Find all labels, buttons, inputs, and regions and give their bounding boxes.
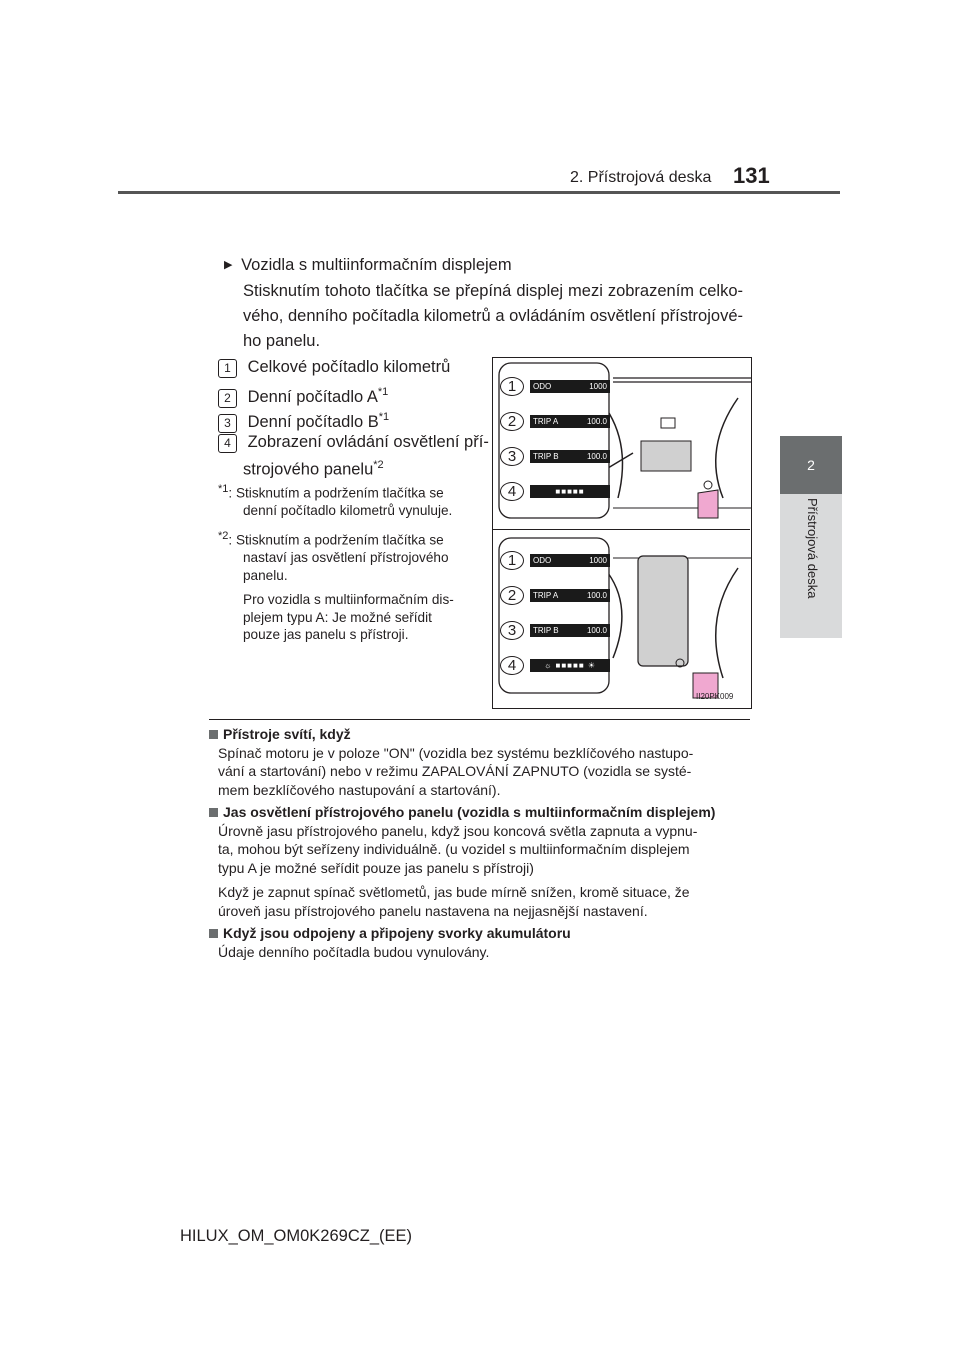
display-value: 1000 bbox=[589, 382, 607, 391]
item-number: 4 bbox=[218, 434, 237, 453]
square-bullet-icon bbox=[209, 808, 218, 817]
figure-divider bbox=[492, 529, 750, 530]
figure-row bbox=[500, 474, 610, 509]
document-footer: HILUX_OM_OM0K269CZ_(EE) bbox=[180, 1227, 412, 1245]
figure-row bbox=[500, 543, 610, 578]
footnote-1: $^{*1}$: Stisknutím a podržením tlačítka se denní počítadlo kilometrů vynuluje. bbox=[218, 481, 480, 520]
item-1 bbox=[218, 355, 450, 380]
figure-row bbox=[500, 613, 610, 648]
note-heading-text: Jas osvětlení přístrojového panelu (vozidla s multiinformačním displejem) bbox=[223, 804, 716, 820]
row-number: 2 bbox=[500, 412, 524, 431]
note-paragraph bbox=[209, 822, 754, 878]
brightness-bar: ■■■■■ bbox=[530, 485, 610, 498]
footnote-mark: *2 bbox=[218, 530, 229, 542]
header-rule bbox=[118, 191, 840, 194]
figure-code: II20PK009 bbox=[696, 692, 734, 701]
figure-row bbox=[500, 369, 610, 404]
item-text: Denní počítadlo B bbox=[247, 412, 379, 431]
note-heading bbox=[209, 924, 754, 943]
note-heading bbox=[209, 803, 754, 822]
display-label: ODO bbox=[533, 556, 552, 565]
figure-row bbox=[500, 578, 610, 613]
item-4-continued bbox=[243, 453, 384, 483]
footnote-line: pouze jas panelu s přístroji. bbox=[243, 627, 409, 643]
display-label: TRIP B bbox=[533, 626, 559, 635]
item-number: 1 bbox=[218, 359, 237, 378]
figure-row bbox=[500, 404, 610, 439]
row-number: 1 bbox=[500, 551, 524, 570]
note-line: vání a startování) nebo v režimu ZAPALOVÁNÍ ZAPNUTO (vozidla se systé- bbox=[218, 763, 692, 779]
intro-paragraph bbox=[243, 279, 743, 354]
page-number: 131 bbox=[733, 163, 770, 188]
square-bullet-icon bbox=[209, 929, 218, 938]
brightness-bar: ☼ ■■■■■ ☀ bbox=[530, 659, 610, 672]
intro-line: vého, denního počítadla kilometrů a ovládáním osvětlení přístrojové- bbox=[243, 307, 743, 325]
note-heading-text: Když jsou odpojeny a připojeny svorky akumulátoru bbox=[223, 925, 571, 941]
item-text: Celkové počítadlo kilometrů bbox=[247, 358, 451, 376]
row-number: 2 bbox=[500, 586, 524, 605]
row-number: 4 bbox=[500, 656, 524, 675]
item-text: Denní počítadlo A bbox=[247, 387, 378, 406]
row-number: 1 bbox=[500, 377, 524, 396]
footnote-line: nastaví jas osvětlení přístrojového bbox=[243, 550, 449, 566]
note-heading bbox=[209, 725, 754, 744]
footnote-mark: *1 bbox=[218, 483, 229, 495]
item-4 bbox=[218, 430, 489, 455]
pink-arrow-icon bbox=[698, 490, 718, 518]
display-label: TRIP B bbox=[533, 452, 559, 461]
display-value: 100.0 bbox=[586, 417, 607, 426]
row-number: 4 bbox=[500, 482, 524, 501]
subheading-text: Vozidla s multiinformačním displejem bbox=[241, 256, 512, 274]
item-footnote-mark: *2 bbox=[373, 459, 384, 471]
chapter-label-text: Přístrojová deska bbox=[805, 498, 820, 599]
square-bullet-icon bbox=[209, 730, 218, 739]
display-bar bbox=[530, 554, 610, 567]
note-line: úroveň jasu přístrojového panelu nastavena na nejjasnější nastavení. bbox=[218, 902, 648, 919]
intro-line: Stisknutím tohoto tlačítka se přepíná displej mezi zobrazením celko- bbox=[243, 282, 743, 300]
item-number: 3 bbox=[218, 414, 237, 433]
intro-line: ho panelu. bbox=[243, 332, 321, 350]
display-label: TRIP A bbox=[533, 591, 559, 600]
footnote-line: denní počítadlo kilometrů vynuluje. bbox=[243, 503, 453, 519]
display-bar bbox=[530, 589, 610, 602]
display-bar bbox=[530, 624, 610, 637]
note-heading-text: Přístroje svítí, když bbox=[223, 726, 351, 742]
section-title: 2. Přístrojová deska bbox=[570, 169, 712, 186]
display-label: TRIP A bbox=[533, 417, 559, 426]
display-label: ODO bbox=[533, 382, 552, 391]
note-line: Když je zapnut spínač světlometů, jas bude mírně snížen, kromě situace, že bbox=[218, 884, 690, 900]
row-number: 3 bbox=[500, 621, 524, 640]
item-number: 2 bbox=[218, 389, 237, 408]
row-number: 3 bbox=[500, 447, 524, 466]
note-line: Úrovně jasu přístrojového panelu, když jsou koncová světla zapnuta a vypnu- bbox=[218, 822, 698, 839]
display-value: 1000 bbox=[589, 556, 607, 565]
footnote-line: plejem typu A: Je možné seřídit bbox=[243, 609, 432, 625]
item-text: strojového panelu bbox=[243, 460, 374, 479]
footnote-2: $^{*2}$: Stisknutím a podržením tlačítka se nastaví jas osvětlení přístrojového panelu. Pro vozidla s multiinformačním dis- plejem typu A: Je možné seřídit pouze jas panelu s přístroji. bbox=[218, 528, 480, 644]
subheading bbox=[224, 253, 512, 278]
note-line: ta, mohou být seřízeny individuálně. (u vozidel s multiinformačním displejem bbox=[218, 841, 690, 857]
display-bar bbox=[530, 380, 610, 393]
chapter-label bbox=[802, 494, 822, 638]
display-value: 100.0 bbox=[586, 626, 607, 635]
footnote-line: Stisknutím a podržením tlačítka se bbox=[235, 485, 444, 501]
note-line: Spínač motoru je v poloze "ON" (vozidla bez systému bezklíčového nastupo- bbox=[218, 744, 694, 761]
note-paragraph bbox=[209, 883, 754, 920]
footnote-line: panelu. bbox=[243, 567, 288, 583]
item-footnote-mark: *1 bbox=[378, 411, 390, 423]
item-text: Zobrazení ovládání osvětlení pří- bbox=[247, 433, 489, 451]
display-bar bbox=[530, 415, 610, 428]
footnote-line: Stisknutím a podržením tlačítka se bbox=[235, 532, 444, 548]
chapter-tab: 2 bbox=[780, 436, 842, 494]
note-paragraph bbox=[209, 943, 754, 962]
display-bar bbox=[530, 450, 610, 463]
top-cluster bbox=[598, 378, 751, 518]
notes-rule bbox=[209, 719, 750, 720]
bottom-cluster bbox=[608, 556, 751, 698]
footnote-line: Pro vozidla s multiinformačním dis- bbox=[243, 592, 454, 608]
notes-section bbox=[209, 725, 754, 961]
note-line: Údaje denního počítadla budou vynulovány. bbox=[218, 943, 490, 960]
figure-row bbox=[500, 439, 610, 474]
figure-top-rows bbox=[500, 369, 610, 509]
display-value: 100.0 bbox=[586, 452, 607, 461]
note-paragraph bbox=[209, 744, 754, 800]
display-value: 100.0 bbox=[586, 591, 607, 600]
figure-row bbox=[500, 648, 610, 683]
figure-bottom-rows bbox=[500, 543, 610, 683]
note-line: mem bezklíčového nastupování a startování). bbox=[218, 781, 501, 798]
triangle-bullet-icon: ▶ bbox=[224, 259, 233, 271]
note-line: typu A je možné seřídit pouze jas panelu s přístroji) bbox=[218, 859, 534, 876]
item-footnote-mark: *1 bbox=[377, 386, 389, 398]
